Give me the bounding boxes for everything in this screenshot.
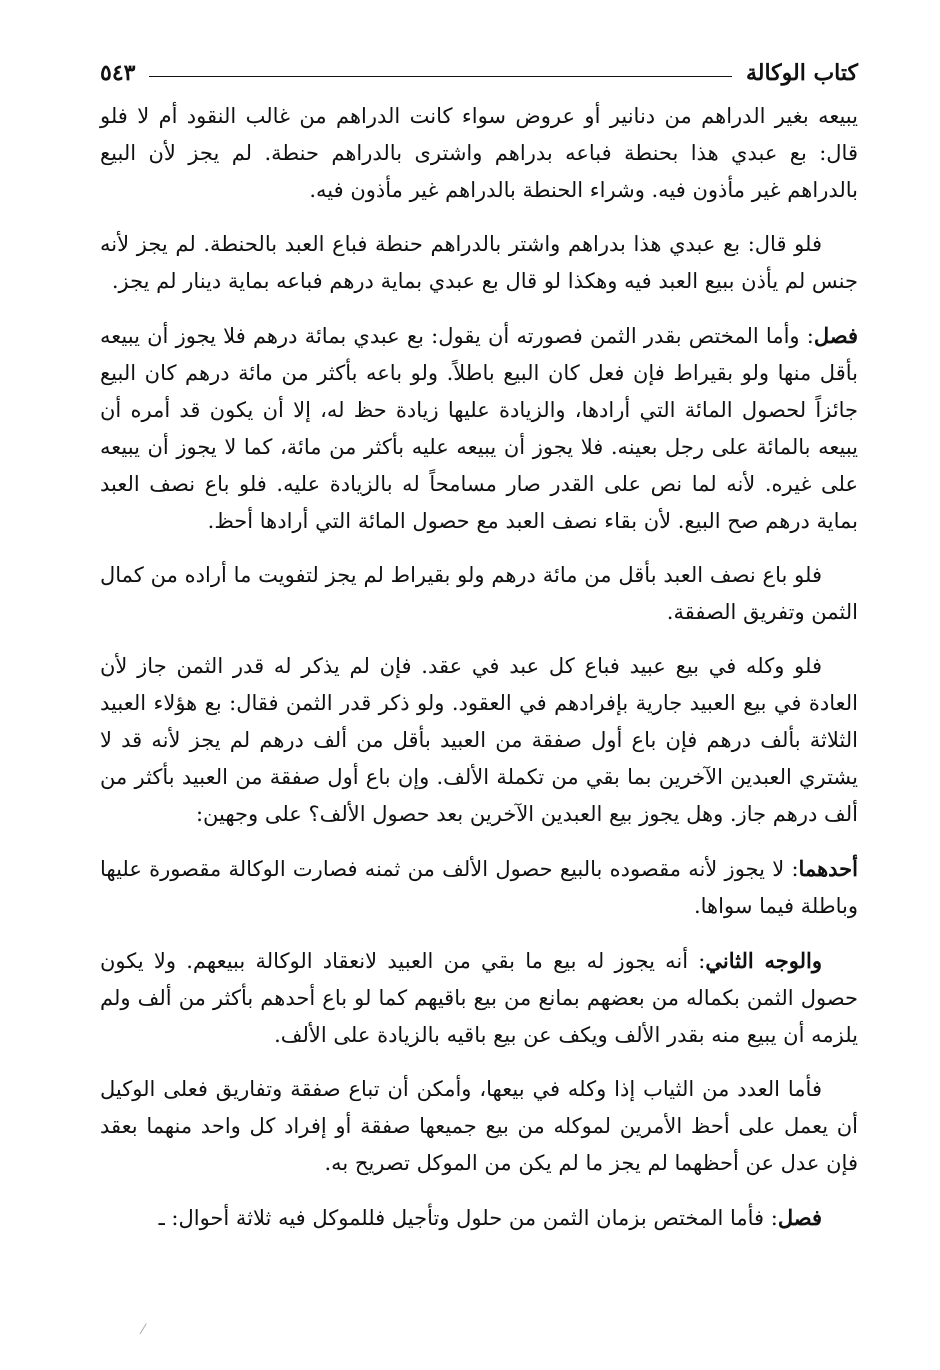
paragraph-text: يبيعه بغير الدراهم من دنانير أو عروض سواء كانت الدراهم من غالب النقود أم لا فلو قال: بع عبدي هذا بحنطة فباعه بدراهم واشترى بالدراهم حنطة. لم يجز لأن البيع بالدراهم غير مأذون فيه. وشراء الحنطة بالدراهم غير مأذون فيه.	[100, 104, 858, 202]
paragraph	[100, 850, 858, 925]
paragraph-text: فلو قال: بع عبدي هذا بدراهم واشتر بالدراهم حنطة فباع العبد بالحنطة. لم يجز لأنه جنس لم يأذن ببيع العبد فيه وهكذا لو قال بع عبدي بماية درهم فباعه بماية دينار لم يجز.	[100, 232, 858, 293]
section-label: والوجه الثاني	[705, 948, 823, 973]
paragraph-text: فلو وكله في بيع عبيد فباع كل عبد في عقد. فإن لم يذكر له قدر الثمن جاز لأن العادة في بيع العبيد جارية بإفرادهم في العقود. ولو ذكر قدر الثمن فقال: بع هؤلاء العبيد الثلاثة بألف درهم فإن باع أول صفقة من العبيد بأقل من ألف درهم لم يجز لأنه قد لا يشتري العبدين الآخرين بما بقي من تكملة الألف. وإن باع أول صفقة من العبيد بأكثر من ألف درهم جاز. وهل يجوز بيع العبدين الآخرين بعد حصول الألف؟ على وجهين:	[100, 654, 859, 826]
paragraph-text: : وأما المختص بقدر الثمن فصورته أن يقول: بع عبدي بمائة درهم فلا يجوز أن يبيعه بأقل منها ولو بقيراط فإن فعل كان البيع باطلاً. ولو باعه بأكثر من مائة درهم كان البيع جائزاً لحصول المائة التي أرادها، والزيادة عليها زيادة حظ له، إلا أن يكون قد أمره أن يبيعه بالمائة على رجل بعينه. فلا يجوز أن يبيعه عليه بأكثر من مائة، كما لا يجوز أن يبيعه على غيره. لأنه لما نص على القدر صار مسامحاً له بالزيادة عليه. فلو باع نصف العبد بماية درهم صح البيع. لأن بقاء نصف العبد مع حصول المائة التي أرادها أحظ.	[100, 324, 858, 533]
paragraph-text: : أنه يجوز له بيع ما بقي من العبيد لانعقاد الوكالة ببيعهم. ولا يكون حصول الثمن بكماله من بعضهم بمانع من بيع باقيهم كما لو باع أحدهم بأكثر من ألف ولم يلزمه أن يبيع منه بقدر الألف ويكف عن بيع باقيه بالزيادة على الألف.	[100, 949, 858, 1047]
scan-mark: ⁄	[142, 1322, 145, 1338]
paragraph	[100, 648, 858, 833]
paragraph	[100, 1199, 858, 1237]
running-header	[100, 52, 858, 94]
paragraph	[100, 226, 858, 300]
paragraph	[100, 317, 858, 540]
paragraph	[100, 557, 858, 631]
chapter-title: كتاب الوكالة	[745, 60, 858, 86]
paragraph	[100, 942, 858, 1054]
section-label: أحدهما	[798, 856, 858, 881]
paragraph-text: : فأما المختص بزمان الثمن من حلول وتأجيل فللموكل فيه ثلاثة أحوال: ـ	[158, 1206, 778, 1230]
paragraph	[100, 98, 858, 209]
paragraph-text: فلو باع نصف العبد بأقل من مائة درهم ولو بقيراط لم يجز لتفويت ما أراده من كمال الثمن وتفريق الصفقة.	[100, 563, 858, 624]
paragraph-text: فأما العدد من الثياب إذا وكله في بيعها، وأمكن أن تباع صفقة وتفاريق فعلى الوكيل أن يعمل على أحظ الأمرين لموكله من بيع جميعها صفقة أو إفراد كل واحد منهما بعقد فإن عدل عن أحظهما لم يجز ما لم يكن من الموكل تصريح به.	[100, 1077, 858, 1175]
text-body	[100, 98, 858, 1237]
paragraph	[100, 1071, 858, 1182]
header-rule	[149, 76, 732, 77]
section-label: فصل	[813, 323, 858, 348]
section-label: فصل	[777, 1205, 822, 1230]
page-number: ٥٤٣	[100, 60, 136, 86]
paragraph-text: : لا يجوز لأنه مقصوده بالبيع حصول الألف من ثمنه فصارت الوكالة مقصورة عليها وباطلة فيما سواها.	[100, 857, 858, 918]
